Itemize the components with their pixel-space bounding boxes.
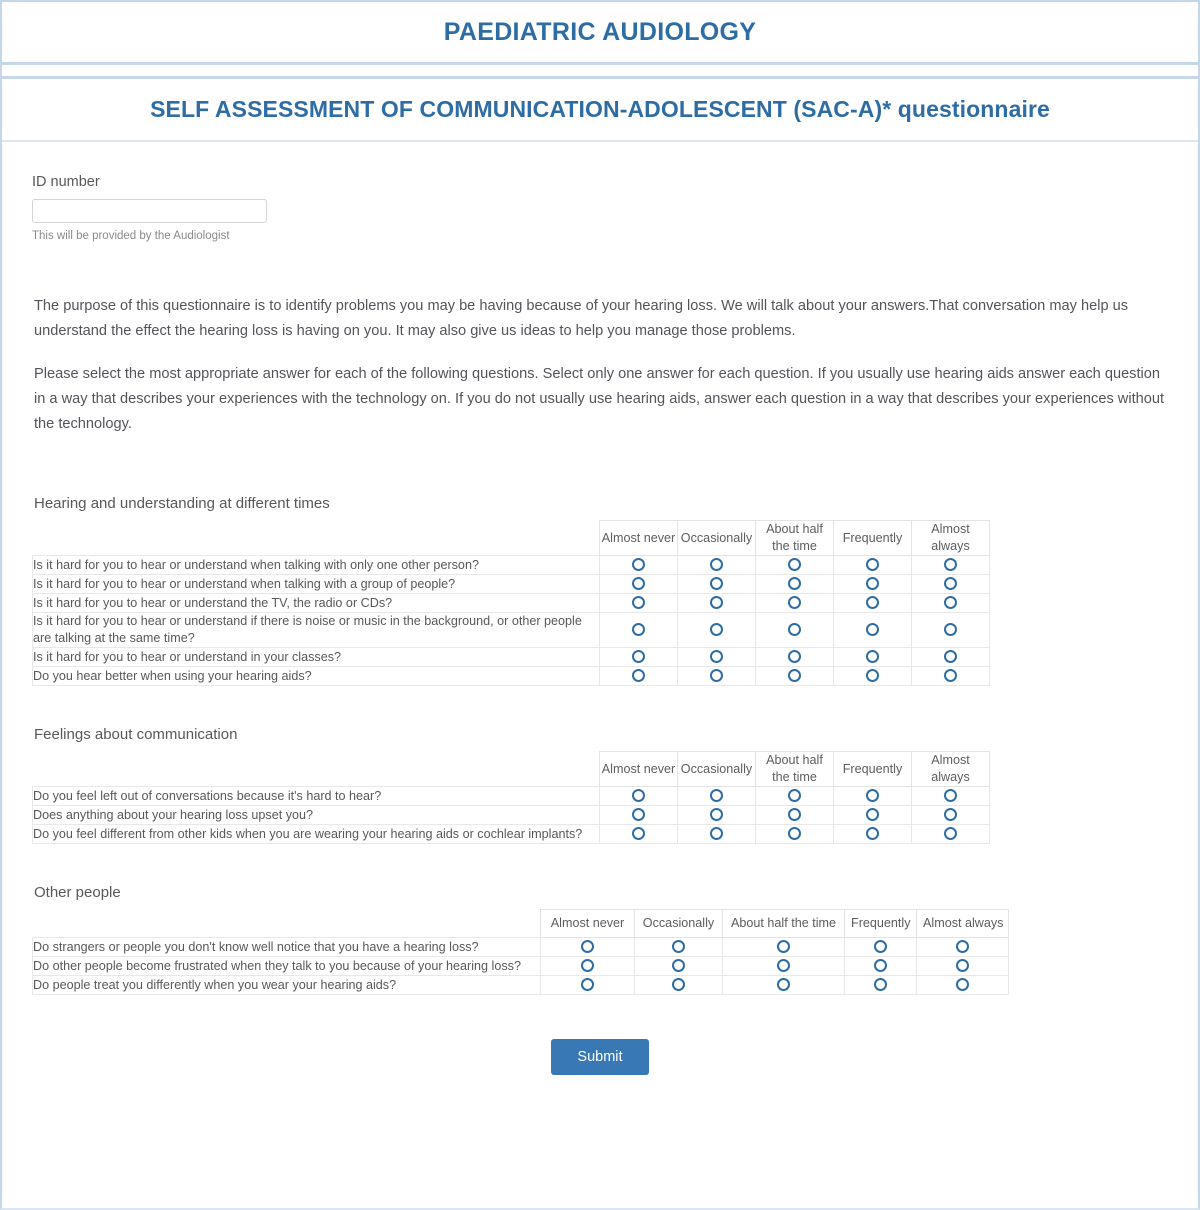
radio-button-icon[interactable] [581,959,594,972]
radio-cell[interactable] [678,787,756,806]
radio-button-icon[interactable] [944,623,957,636]
grid-header-option: Almost never [600,521,678,556]
id-number-input[interactable] [32,199,267,223]
radio-cell[interactable] [756,806,834,825]
grid-header-option: About half the time [756,752,834,787]
grid-header-option: Frequently [834,521,912,556]
intro-paragraph-2: Please select the most appropriate answer for each of the following questions. Select only one answer for each question. If you usually use hearing aids answer each question in a way that describes your experiences with the technology on. If you do not usually use hearing aids, answer each question in a way that describes your experiences without the technology. [34,366,1165,432]
radio-cell[interactable] [834,806,912,825]
radio-button-icon[interactable] [632,596,645,609]
table-row [33,787,990,806]
question-grid [32,520,990,686]
radio-cell[interactable] [600,575,678,594]
radio-cell[interactable] [845,957,917,976]
radio-button-icon[interactable] [672,978,685,991]
radio-cell[interactable] [678,806,756,825]
radio-button-icon[interactable] [866,623,879,636]
radio-button-icon[interactable] [944,827,957,840]
radio-cell[interactable] [834,667,912,686]
radio-cell[interactable] [723,957,845,976]
grid-header-blank [33,521,600,556]
radio-cell[interactable] [756,648,834,667]
radio-cell[interactable] [912,556,990,575]
radio-cell[interactable] [541,957,635,976]
radio-cell[interactable] [635,957,723,976]
radio-button-icon[interactable] [632,558,645,571]
grid-header-row [33,752,990,787]
radio-cell[interactable] [600,613,678,648]
question-grid [32,751,990,844]
radio-cell[interactable] [912,667,990,686]
radio-cell[interactable] [678,575,756,594]
radio-cell[interactable] [678,825,756,844]
radio-button-icon[interactable] [866,558,879,571]
radio-button-icon[interactable] [710,669,723,682]
question-text: Is it hard for you to hear or understand if there is noise or music in the background, or other people are talking at the same time? [33,613,600,648]
table-row [33,648,990,667]
table-row [33,976,1009,995]
grid-header-option: Frequently [845,910,917,938]
radio-button-icon[interactable] [710,827,723,840]
radio-button-icon[interactable] [866,827,879,840]
radio-button-icon[interactable] [788,650,801,663]
table-row [33,556,990,575]
radio-cell[interactable] [635,976,723,995]
radio-button-icon[interactable] [956,959,969,972]
radio-cell[interactable] [678,613,756,648]
radio-button-icon[interactable] [777,940,790,953]
radio-cell[interactable] [756,787,834,806]
question-text: Do you feel different from other kids when you are wearing your hearing aids or cochlear implants? [33,825,600,844]
table-row [33,667,990,686]
page-header-band [2,2,1198,65]
radio-cell[interactable] [678,648,756,667]
radio-cell[interactable] [834,613,912,648]
question-text: Do you hear better when using your hearing aids? [33,667,600,686]
radio-cell[interactable] [834,575,912,594]
radio-button-icon[interactable] [788,789,801,802]
grid-header-option: About half the time [756,521,834,556]
radio-button-icon[interactable] [710,789,723,802]
question-section [32,726,1168,844]
radio-cell[interactable] [756,594,834,613]
table-row [33,806,990,825]
radio-button-icon[interactable] [866,789,879,802]
section-title: Feelings about communication [34,726,238,743]
table-row [33,594,990,613]
table-row [33,957,1009,976]
grid-header-blank [33,752,600,787]
table-row [33,938,1009,957]
radio-cell[interactable] [756,613,834,648]
radio-button-icon[interactable] [866,669,879,682]
grid-header-option: Occasionally [678,752,756,787]
radio-button-icon[interactable] [956,940,969,953]
radio-button-icon[interactable] [777,978,790,991]
radio-button-icon[interactable] [944,789,957,802]
form-content [2,142,1198,1115]
question-section [32,884,1168,995]
question-text: Is it hard for you to hear or understand the TV, the radio or CDs? [33,594,600,613]
radio-cell[interactable] [834,825,912,844]
question-text: Do you feel left out of conversations because it's hard to hear? [33,787,600,806]
radio-button-icon[interactable] [788,596,801,609]
radio-button-icon[interactable] [632,577,645,590]
radio-cell[interactable] [756,667,834,686]
page-title: PAEDIATRIC AUDIOLOGY [443,17,757,46]
intro-paragraph-1: The purpose of this questionnaire is to identify problems you may be having because of your hearing loss. We will talk about your answers.That conversation may help us understand the effect the hearing loss is having on you. It may also give us ideas to help you manage those problems. [34,298,1129,339]
grid-header-option: Almost never [541,910,635,938]
table-row [33,575,990,594]
radio-button-icon[interactable] [710,596,723,609]
radio-button-icon[interactable] [944,808,957,821]
radio-cell[interactable] [723,976,845,995]
section-title: Other people [34,884,121,901]
radio-button-icon[interactable] [777,959,790,972]
radio-cell[interactable] [834,787,912,806]
radio-button-icon[interactable] [866,577,879,590]
radio-cell[interactable] [600,648,678,667]
radio-cell[interactable] [723,938,845,957]
radio-button-icon[interactable] [632,808,645,821]
radio-cell[interactable] [834,594,912,613]
grid-header-blank [33,910,541,938]
grid-header-option: Almost always [912,752,990,787]
radio-cell[interactable] [917,957,1009,976]
radio-button-icon[interactable] [944,669,957,682]
radio-cell[interactable] [600,806,678,825]
radio-button-icon[interactable] [944,558,957,571]
radio-cell[interactable] [845,976,917,995]
radio-cell[interactable] [917,976,1009,995]
grid-header-option: Almost always [917,910,1009,938]
radio-cell[interactable] [912,613,990,648]
radio-button-icon[interactable] [866,596,879,609]
id-number-label: ID number [32,174,100,190]
table-row [33,613,990,648]
radio-cell[interactable] [541,976,635,995]
radio-cell[interactable] [912,806,990,825]
radio-cell[interactable] [912,825,990,844]
radio-button-icon[interactable] [866,650,879,663]
submit-button[interactable]: Submit [551,1039,648,1075]
question-section [32,495,1168,686]
radio-button-icon[interactable] [710,558,723,571]
radio-cell[interactable] [600,787,678,806]
grid-header-option: Almost always [912,521,990,556]
grid-header-row [33,910,1009,938]
id-number-field-group [32,174,1168,242]
question-text: Do people treat you differently when you wear your hearing aids? [33,976,541,995]
grid-header-option: About half the time [723,910,845,938]
question-text: Is it hard for you to hear or understand when talking with only one other person? [33,556,600,575]
id-number-help-text: This will be provided by the Audiologist [32,230,230,242]
radio-button-icon[interactable] [632,650,645,663]
radio-button-icon[interactable] [710,577,723,590]
grid-header-option: Frequently [834,752,912,787]
radio-button-icon[interactable] [866,808,879,821]
radio-cell[interactable] [678,556,756,575]
question-grid [32,909,1009,995]
radio-cell[interactable] [678,667,756,686]
grid-header-option: Occasionally [678,521,756,556]
radio-cell[interactable] [600,556,678,575]
radio-button-icon[interactable] [956,978,969,991]
radio-button-icon[interactable] [581,940,594,953]
radio-button-icon[interactable] [788,577,801,590]
radio-cell[interactable] [834,556,912,575]
radio-button-icon[interactable] [944,650,957,663]
question-text: Is it hard for you to hear or understand when talking with a group of people? [33,575,600,594]
radio-button-icon[interactable] [710,623,723,636]
question-text: Does anything about your hearing loss upset you? [33,806,600,825]
radio-cell[interactable] [917,938,1009,957]
radio-button-icon[interactable] [710,650,723,663]
radio-cell[interactable] [756,825,834,844]
question-text: Is it hard for you to hear or understand in your classes? [33,648,600,667]
radio-button-icon[interactable] [944,596,957,609]
header-spacer-band [2,65,1198,79]
question-text: Do strangers or people you don't know well notice that you have a hearing loss? [33,938,541,957]
table-row [33,825,990,844]
sections-container [32,495,1168,995]
radio-cell[interactable] [600,594,678,613]
radio-cell[interactable] [912,648,990,667]
radio-button-icon[interactable] [632,623,645,636]
radio-cell[interactable] [912,787,990,806]
radio-button-icon[interactable] [632,789,645,802]
radio-button-icon[interactable] [672,959,685,972]
radio-cell[interactable] [912,594,990,613]
radio-cell[interactable] [756,556,834,575]
question-text: Do other people become frustrated when they talk to you because of your hearing loss? [33,957,541,976]
radio-cell[interactable] [834,648,912,667]
radio-button-icon[interactable] [788,623,801,636]
radio-cell[interactable] [912,575,990,594]
radio-cell[interactable] [678,594,756,613]
radio-button-icon[interactable] [788,808,801,821]
intro-text [32,294,1168,437]
section-title: Hearing and understanding at different times [34,495,330,512]
radio-cell[interactable] [845,938,917,957]
questionnaire-title: SELF ASSESSMENT OF COMMUNICATION-ADOLESCENT (SAC-A)* questionnaire [150,96,1050,122]
radio-cell[interactable] [541,938,635,957]
radio-button-icon[interactable] [581,978,594,991]
radio-cell[interactable] [600,825,678,844]
radio-cell[interactable] [756,575,834,594]
grid-header-option: Almost never [600,752,678,787]
radio-button-icon[interactable] [632,669,645,682]
radio-button-icon[interactable] [710,808,723,821]
radio-button-icon[interactable] [874,959,887,972]
radio-button-icon[interactable] [874,940,887,953]
grid-header-option: Occasionally [635,910,723,938]
radio-button-icon[interactable] [672,940,685,953]
questionnaire-title-band [2,79,1198,142]
radio-button-icon[interactable] [788,558,801,571]
submit-row [32,1039,1168,1115]
radio-button-icon[interactable] [788,827,801,840]
radio-cell[interactable] [600,667,678,686]
grid-header-row [33,521,990,556]
radio-button-icon[interactable] [874,978,887,991]
radio-button-icon[interactable] [788,669,801,682]
radio-button-icon[interactable] [944,577,957,590]
radio-button-icon[interactable] [632,827,645,840]
radio-cell[interactable] [635,938,723,957]
